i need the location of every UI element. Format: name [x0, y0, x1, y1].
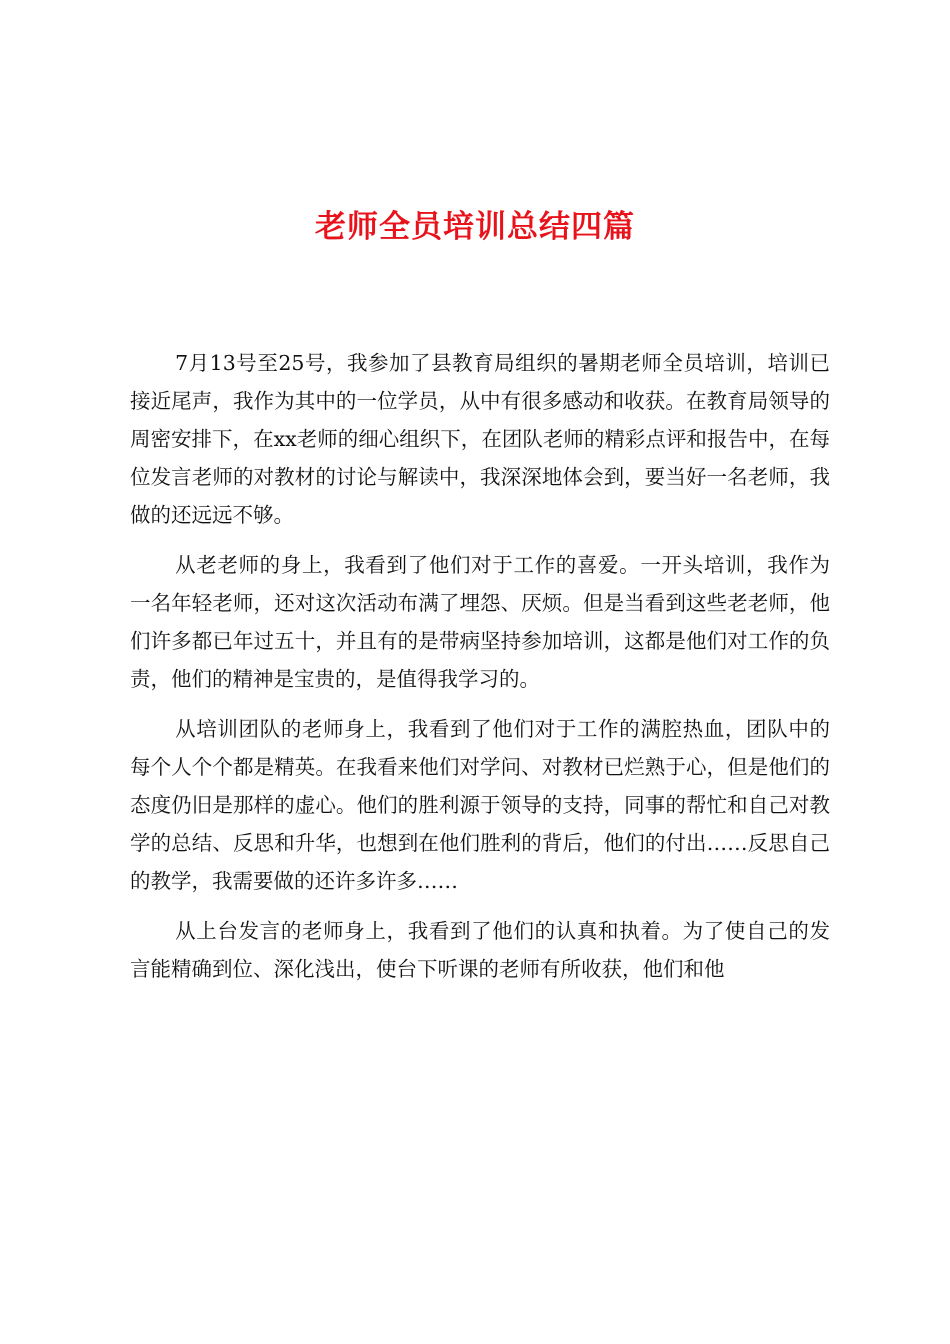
- paragraph-2: 从老老师的身上，我看到了他们对于工作的喜爱。一开头培训，我作为一名年轻老师，还对这次活动布满了埋怨、厌烦。但是当看到这些老老师，他们许多都已年过五十，并且有的是带病坚持参加培训，这都是他们对工作的负责，他们的精神是宝贵的，是值得我学习的。: [130, 553, 830, 691]
- paragraph-3: 从培训团队的老师身上，我看到了他们对于工作的满腔热血，团队中的每个人个个都是精英。在我看来他们对学问、对教材已烂熟于心，但是他们的态度仍旧是那样的虚心。他们的胜利源于领导的支持，同事的帮忙和自己对教学的总结、反思和升华，也想到在他们胜利的背后，他们的付出……反思自己的教学，我需要做的还许多许多……: [130, 717, 830, 893]
- paragraph-4: 从上台发言的老师身上，我看到了他们的认真和执着。为了使自己的发言能精确到位、深化浅出，使台下听课的老师有所收获，他们和他: [130, 919, 830, 981]
- document-title: 老师全员培训总结四篇: [315, 209, 635, 245]
- paragraph-1: 7月13号至25号，我参加了县教育局组织的暑期老师全员培训，培训已接近尾声，我作为其中的一位学员，从中有很多感动和收获。在教育局领导的周密安排下，在xx老师的细心组织下，在团队老师的精彩点评和报告中，在每位发言老师的对教材的讨论与解读中，我深深地体会到，要当好一名老师，我做的还远远不够。: [130, 351, 830, 527]
- document-body: [130, 344, 830, 1000]
